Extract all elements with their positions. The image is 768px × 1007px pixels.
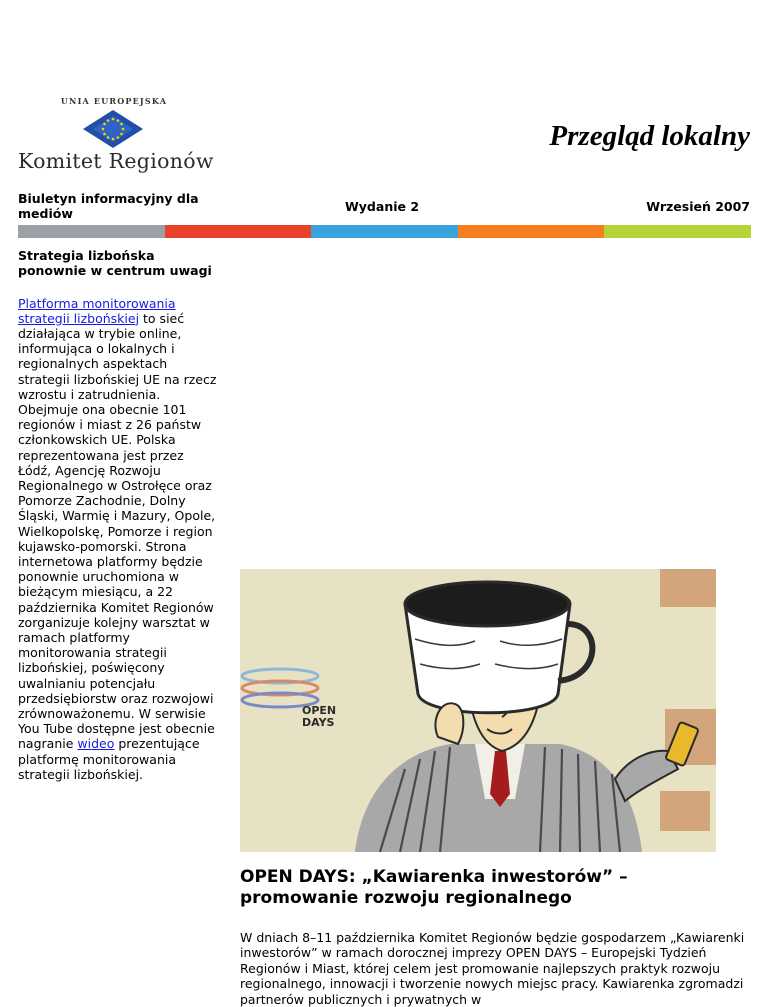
sidebar-text-part2: prezentujące platformę monitorowania strategii lizbońskiej.: [18, 736, 200, 782]
issue-date: Wrzesień 2007: [646, 199, 750, 214]
open-days-line2: DAYS: [302, 716, 335, 729]
article-body: W dniach 8–11 października Komitet Regionów będzie gospodarzem „Kawiarenki inwestorów” w ramach dorocznej imprezy OPEN DAYS – Europejski Tydzień Regionów i Miast, której celem jest promowanie najlepszych praktyk rozwoju regionalnego, innowacji i tworzenie nowych miejsc pracy. Kawiarenka zgromadzi partnerów publicznych i prywatnych w: [240, 930, 745, 1007]
sidebar: [18, 248, 218, 782]
organization-name: Komitet Regionów: [18, 149, 214, 173]
committee-of-regions-logo: [18, 96, 214, 178]
newsletter-label: Biuletyn informacyjny dla mediów: [18, 191, 199, 221]
eu-emblem-icon: [81, 109, 145, 149]
coffee-cup-illustration: [240, 569, 716, 852]
color-strip-segment: [18, 225, 165, 238]
sidebar-text-part1: to sieć działająca w trybie online, informująca o lokalnych i regionalnych aspektach strategii lizbońskiej UE na rzecz wzrostu i zatrudnienia. Obejmuje ona obecnie 101 regionów i miast z 26 państw członkowskich UE. Polska reprezentowana jest przez Łódź, Agencję Rozwoju Regionalnego w Ostrołęce oraz Pomorze Zachodnie, Dolny Śląski, Warmię i Mazury, Opole, Wielkopolskę, Pomorze i region kujawsko-pomorski. Strona internetowa platformy będzie ponownie uruchomiona w bieżącym miesiącu, a 22 października Komitet Regionów zorganizuje kolejny warsztat w ramach platformy monitorowania strategii lizbońskiej, poświęcony uwalnianiu potencjału przedsiębiorstw oraz rozwojowi zrównoważonemu. W serwisie You Tube dostępne jest obecnie nagranie: [18, 310, 217, 752]
color-strip-segment: [458, 225, 605, 238]
article-title: OPEN DAYS: „Kawiarenka inwestorów” – promowanie rozwoju regionalnego: [240, 867, 628, 908]
color-strip: [18, 225, 751, 238]
color-strip-segment: [604, 225, 751, 238]
open-days-line1: OPEN: [302, 704, 337, 717]
color-strip-segment: [165, 225, 312, 238]
sidebar-text: [18, 296, 218, 783]
issue-number: Wydanie 2: [345, 199, 420, 214]
color-strip-segment: [311, 225, 458, 238]
publication-title: Przegląd lokalny: [549, 120, 750, 152]
video-link[interactable]: wideo: [77, 736, 115, 752]
union-label: UNIA EUROPEJSKA: [60, 96, 168, 106]
sidebar-heading: Strategia lizbońska ponownie w centrum uwagi: [18, 248, 212, 279]
platform-link[interactable]: Platforma monitorowania strategii lizbońskiej: [18, 295, 176, 326]
